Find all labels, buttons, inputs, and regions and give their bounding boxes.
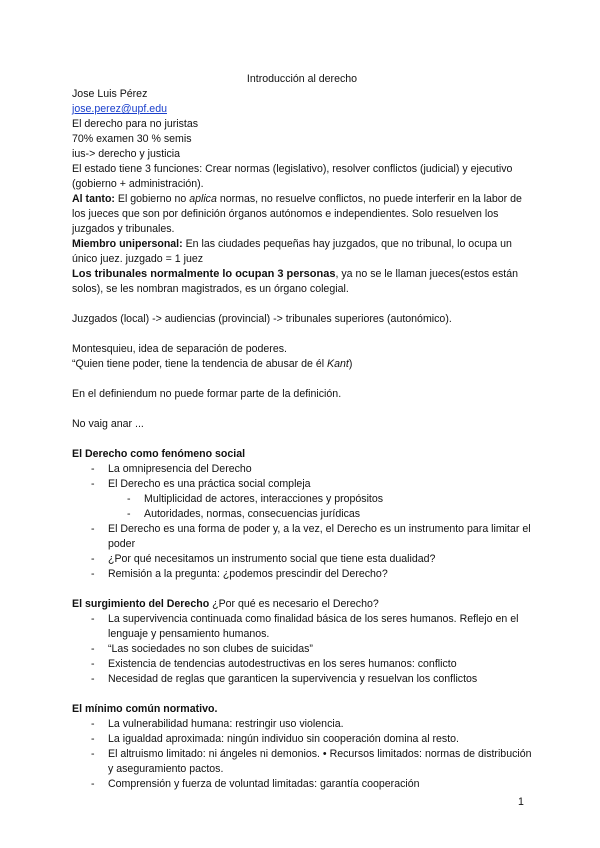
list-item: - Remisión a la pregunta: ¿podemos prescindir del Derecho? (72, 567, 532, 582)
section2-list (72, 612, 532, 687)
list-item: - La igualdad aproximada: ningún individuo sin cooperación domina al resto. (72, 732, 532, 747)
al-tanto-em: aplica (189, 193, 217, 205)
list-item: - La omnipresencia del Derecho (72, 462, 532, 477)
section1-sublist (72, 492, 532, 522)
list-item: - Necesidad de reglas que garanticen la supervivencia y resuelvan los conflictos (72, 672, 532, 687)
list-item: - “Las sociedades no son clubes de suicidas” (72, 642, 532, 657)
section-heading: El Derecho como fenómeno social (72, 448, 246, 460)
miembro-text: En las ciudades pequeñas hay juzgados, que no tribunal, lo ocupa un único juez. juzgado = 1 juez (72, 238, 512, 265)
author-name: Jose Luis Pérez (72, 88, 148, 100)
section-heading: El surgimiento del Derecho (72, 598, 210, 610)
montesquieu-note: Montesquieu, idea de separación de poderes. (72, 343, 287, 355)
al-tanto-paragraph (72, 192, 532, 237)
tribunales-label: Los tribunales normalmente lo ocupan 3 personas (72, 268, 336, 280)
list-item: - Existencia de tendencias autodestructivas en los seres humanos: conflicto (72, 657, 532, 672)
quote-close: ) (348, 358, 353, 370)
list-item: - ¿Por qué necesitamos un instrumento social que tiene esta dualidad? (72, 552, 532, 567)
al-tanto-label: Al tanto: (72, 193, 115, 205)
kant-quote (72, 357, 532, 372)
course-name: El derecho para no juristas (72, 118, 199, 130)
al-tanto-post: normas, no resuelve conflictos, no puede interferir en la labor de los jueces que son por definición órganos autónomos e independientes. Solo resuelven los juzgados y tribunales. (72, 193, 522, 235)
list-item: - La vulnerabilidad humana: restringir uso violencia. (72, 717, 532, 732)
email-link[interactable]: jose.perez@upf.edu (72, 103, 167, 115)
miembro-paragraph (72, 237, 532, 267)
al-tanto-pre: El gobierno no (114, 193, 190, 205)
juzgados-hierarchy: Juzgados (local) -> audiencias (provincial) -> tribunales superiores (autonómico). (72, 313, 452, 325)
section3-list (72, 717, 532, 792)
quote-author: Kant (327, 358, 349, 370)
page-number: 1 (518, 796, 524, 808)
grading-info: 70% examen 30 % semis (72, 133, 192, 145)
section1-list (72, 462, 532, 492)
section2-question: ¿Por qué es necesario el Derecho? (209, 598, 379, 610)
document-body (72, 72, 532, 792)
tribunales-text: , ya no se le llaman jueces(estos están solos), se les nombran magistrados, es un órgano colegial. (72, 268, 518, 295)
quote-text: “Quien tiene poder, tiene la tendencia de abusar de él (72, 358, 328, 370)
section2-heading-line (72, 597, 532, 612)
section1-list-continued (72, 522, 532, 582)
list-item: - La supervivencia continuada como finalidad básica de los seres humanos. Reflejo en el lenguaje y pensamiento humanos. (72, 612, 532, 642)
no-vaig-note: No vaig anar ... (72, 418, 144, 430)
definiendum-note: En el definiendum no puede formar parte de la definición. (72, 388, 342, 400)
tribunales-paragraph (72, 267, 532, 297)
list-item: - El Derecho es una práctica social compleja (72, 477, 532, 492)
list-item: - El altruismo limitado: ni ángeles ni demonios. • Recursos limitados: normas de distribución y aseguramiento pactos. (72, 747, 532, 777)
miembro-label: Miembro unipersonal: (72, 238, 183, 250)
ius-note: ius-> derecho y justicia (72, 148, 181, 160)
section-heading: El mínimo común normativo. (72, 703, 218, 715)
sub-list-item: - Autoridades, normas, consecuencias jurídicas (72, 507, 532, 522)
list-item: - Comprensión y fuerza de voluntad limitadas: garantía cooperación (72, 777, 532, 792)
estado-paragraph: El estado tiene 3 funciones: Crear normas (legislativo), resolver conflictos (judicial) y ejecutivo (gobierno + administración). (72, 163, 513, 190)
page-title: Introducción al derecho (246, 73, 358, 85)
list-item: - El Derecho es una forma de poder y, a la vez, el Derecho es un instrumento para limitar el poder (72, 522, 532, 552)
sub-list-item: - Multiplicidad de actores, interacciones y propósitos (72, 492, 532, 507)
